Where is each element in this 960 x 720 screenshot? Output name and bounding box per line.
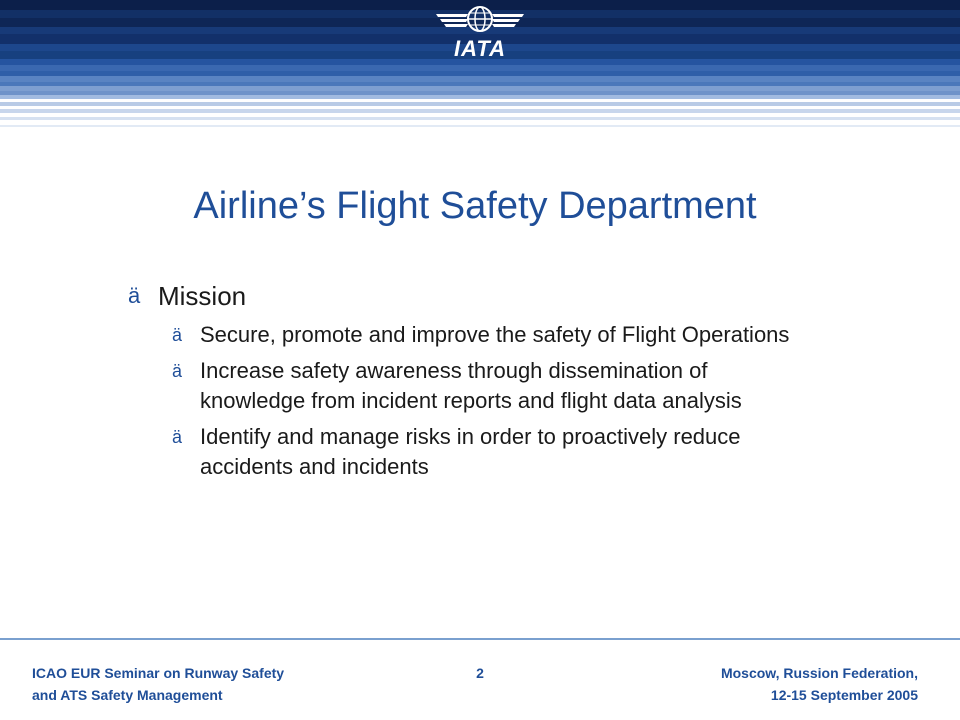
- sub-bullet-text: Secure, promote and improve the safety of Flight Operations: [200, 322, 790, 347]
- footer-location-line1: Moscow, Russion Federation,: [720, 665, 918, 681]
- footer-divider: [0, 638, 960, 640]
- bullet-arrow-icon: ä: [172, 427, 183, 447]
- footer-event: [32, 662, 332, 706]
- page-number: 2: [476, 665, 484, 681]
- iata-logo: [430, 4, 530, 64]
- footer-location-line2: 12-15 September 2005: [770, 687, 918, 703]
- globe-wings-icon: [430, 4, 530, 38]
- sub-bullet: [172, 320, 808, 350]
- footer-event-line2: and ATS Safety Management: [32, 687, 223, 703]
- logo-text: IATA: [453, 36, 507, 61]
- slide-title: Airline’s Flight Safety Department: [193, 185, 757, 227]
- sub-bullet: [172, 356, 808, 416]
- bullet-mission: [128, 278, 808, 314]
- bullet-text: Mission: [158, 281, 247, 311]
- bullet-arrow-icon: ä: [172, 361, 183, 381]
- bullet-list: [128, 278, 808, 488]
- footer-location: [618, 662, 918, 706]
- footer-event-line1: ICAO EUR Seminar on Runway Safety: [32, 665, 285, 681]
- sub-bullet-text: Identify and manage risks in order to proactively reduce accidents and incidents: [200, 424, 741, 479]
- bullet-arrow-icon: ä: [128, 283, 141, 308]
- bullet-arrow-icon: ä: [172, 325, 183, 345]
- sub-bullet-text: Increase safety awareness through dissemination of knowledge from incident reports and flight data analysis: [200, 358, 742, 413]
- sub-bullet: [172, 422, 808, 482]
